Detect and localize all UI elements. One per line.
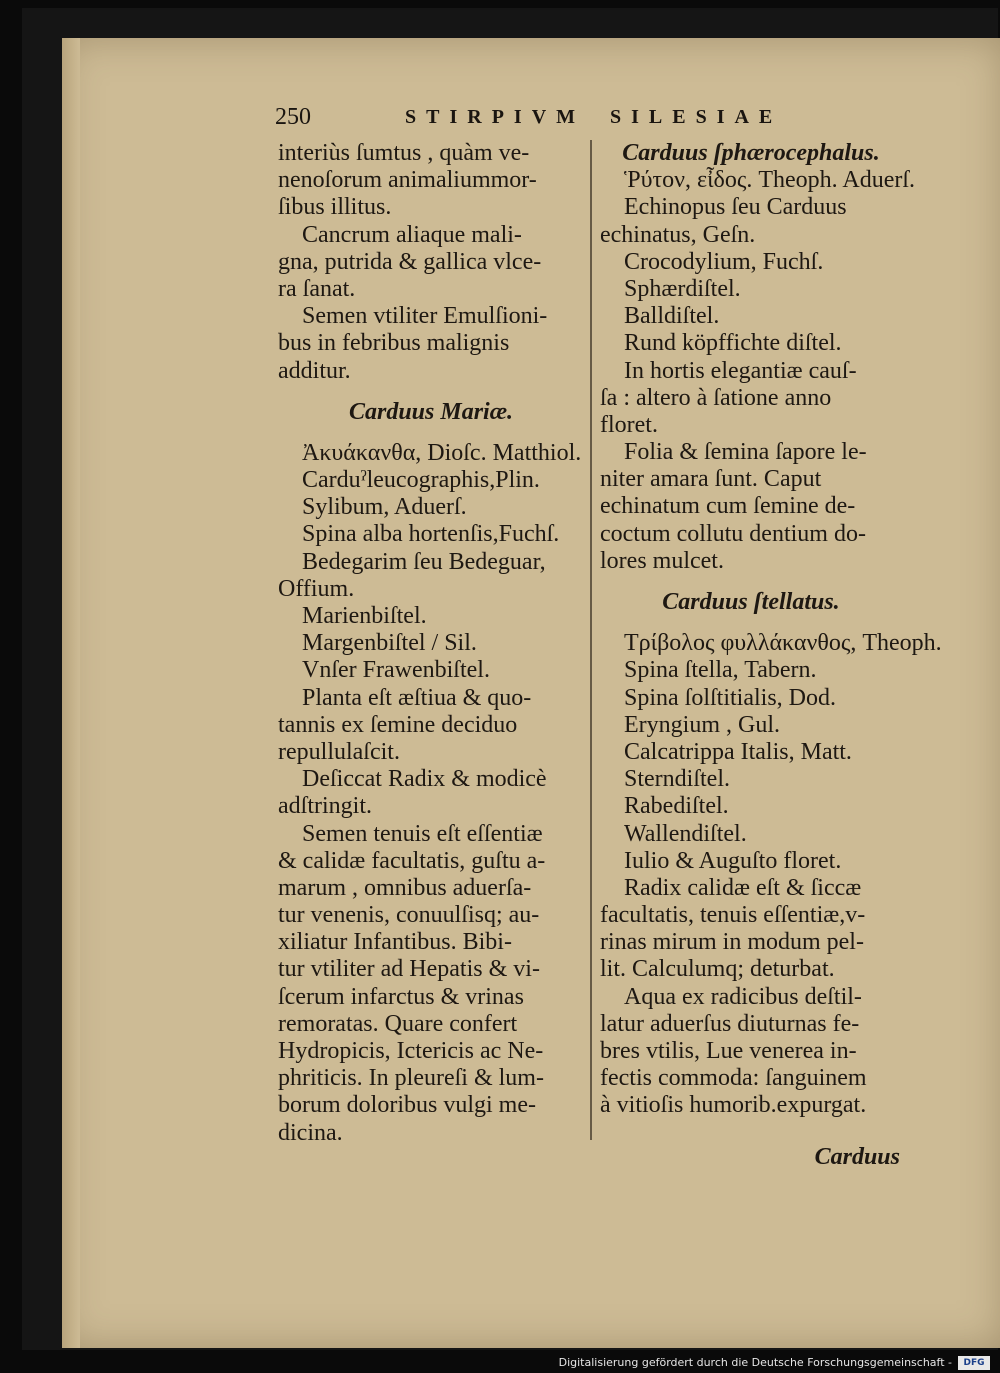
dfg-logo: DFG <box>958 1356 990 1370</box>
text-line: Ἀκυάκανθα, Dioſc. Matthiol. <box>302 439 582 466</box>
text-line: tur venenis, conuulſisq; au- <box>278 902 540 929</box>
text-line: xiliatur Infantibus. Bibi- <box>278 929 512 956</box>
text-line: echinatus, Geſn. <box>600 221 756 248</box>
text-line: Spina ſtella, Tabern. <box>624 657 817 684</box>
page-gutter <box>62 38 80 1348</box>
text-line: adſtringit. <box>278 793 372 820</box>
page-number: 250 <box>275 104 311 130</box>
text-line: Semen vtiliter Emulſioni- <box>302 303 548 330</box>
text-line: Spina alba hortenſis,Fuchſ. <box>302 521 560 548</box>
section-heading: Carduus ſphærocephalus. <box>622 140 880 166</box>
spacer <box>278 385 584 399</box>
text-line: Τρίβολος φυλλάκανθος, Theoph. <box>624 630 942 657</box>
spacer <box>600 616 902 630</box>
text-line: Folia & ſemina ſapore le- <box>624 439 867 466</box>
text-line: Iulio & Auguſto floret. <box>624 847 842 874</box>
text-line: borum doloribus vulgi me- <box>278 1092 536 1119</box>
text-line: lores mulcet. <box>600 547 724 574</box>
section-heading: Carduus ſtellatus. <box>662 589 840 615</box>
text-line: bus in febribus malignis <box>278 330 510 357</box>
text-line: Radix calidæ eſt & ſiccæ <box>624 874 862 901</box>
text-line: ſibus illitus. <box>278 194 392 221</box>
text-line: Vnſer Frawenbiſtel. <box>302 657 490 684</box>
text-line: fectis commoda: ſanguinem <box>600 1065 867 1092</box>
right-column <box>600 140 942 1120</box>
text-line: In hortis elegantiæ cauſ- <box>624 357 857 384</box>
text-line: echinatum cum ſemine de- <box>600 493 856 520</box>
text-line: niter amara ſunt. Caput <box>600 466 822 493</box>
text-line: lit. Calculumq; deturbat. <box>600 956 835 983</box>
text-line: gna, putrida & gallica vlce- <box>278 248 542 275</box>
text-line: tannis ex ſemine deciduo <box>278 711 518 738</box>
running-head <box>275 100 975 134</box>
text-line: tur vtiliter ad Hepatis & vi- <box>278 956 540 983</box>
text-line: Aqua ex radicibus deſtil- <box>624 983 862 1010</box>
text-line: Marienbiſtel. <box>302 603 427 629</box>
text-line: Semen tenuis eſt eſſentiæ <box>302 820 543 847</box>
text-line: rinas mirum in modum pel- <box>600 929 864 956</box>
text-line: remoratas. Quare confert <box>278 1010 518 1037</box>
text-line: latur aduerſus diuturnas fe- <box>600 1010 860 1037</box>
text-line: interiùs ſumtus , quàm ve- <box>278 140 530 166</box>
text-line: & calidæ facultatis, guſtu a- <box>278 847 546 874</box>
text-line: Offium. <box>278 575 355 602</box>
text-line: Carduˀleucographis,Plin. <box>302 467 540 494</box>
catchword: Carduus <box>814 1144 900 1170</box>
text-line: Wallendiſtel. <box>624 820 747 847</box>
text-line: Planta eſt æſtiua & quo- <box>302 684 532 711</box>
spacer <box>278 426 584 440</box>
text-line: floret. <box>600 411 658 438</box>
text-line: Eryngium , Gul. <box>624 711 780 738</box>
text-line: ſcerum infarctus & vrinas <box>278 983 524 1010</box>
text-line: Sylibum, Aduerſ. <box>302 494 467 521</box>
running-title-right: SILESIAE <box>610 106 783 128</box>
text-line: Rabediſtel. <box>624 793 729 820</box>
section-heading: Carduus Mariæ. <box>348 398 514 425</box>
text-line: ra ſanat. <box>278 275 356 302</box>
text-line: à vitioſis humorib.expurgat. <box>600 1092 867 1119</box>
text-line: Bedegarim ſeu Bedeguar, <box>302 548 546 575</box>
text-line: Spina ſolſtitialis, Dod. <box>624 684 837 711</box>
text-line: marum , omnibus aduerſa- <box>278 874 532 901</box>
funding-credit: Digitalisierung gefördert durch die Deutsche Forschungsgemeinschaft - <box>558 1356 952 1369</box>
left-column <box>278 140 584 1147</box>
spacer <box>600 575 902 589</box>
text-line: coctum collutu dentium do- <box>600 520 866 547</box>
text-line: bres vtilis, Lue venerea in- <box>600 1038 857 1064</box>
text-line: Balldiſtel. <box>624 303 720 330</box>
text-line: additur. <box>278 357 351 384</box>
digitization-footer <box>0 1354 996 1373</box>
text-line: repullulaſcit. <box>278 738 400 765</box>
running-title-left: STIRPIVM <box>405 106 586 128</box>
text-line: Crocodylium, Fuchſ. <box>624 248 824 275</box>
text-line: Sphærdiſtel. <box>624 275 741 302</box>
text-line: facultatis, tenuis eſſentiæ,v- <box>600 902 866 929</box>
text-line: Deſiccat Radix & modicè <box>302 766 547 793</box>
text-line: ſa : altero à ſatione anno <box>600 384 832 411</box>
text-line: Sterndiſtel. <box>624 766 730 793</box>
text-line: Hydropicis, Ictericis ac Ne- <box>278 1038 544 1064</box>
text-line: Rund köpffichte diſtel. <box>624 330 842 357</box>
text-line: Margenbiſtel / Sil. <box>302 630 477 657</box>
text-line: nenoſorum animaliummor- <box>278 167 537 194</box>
text-line: Calcatrippa Italis, Matt. <box>624 738 852 765</box>
column-rule <box>590 140 592 1140</box>
text-line: Echinopus ſeu Carduus <box>624 194 847 221</box>
text-line: Ῥύτον, εἶδος. Theoph. Aduerſ. <box>624 167 915 194</box>
text-line: dicina. <box>278 1119 343 1146</box>
text-line: Cancrum aliaque mali- <box>302 221 522 248</box>
text-line: phriticis. In pleureſi & lum- <box>278 1065 544 1092</box>
